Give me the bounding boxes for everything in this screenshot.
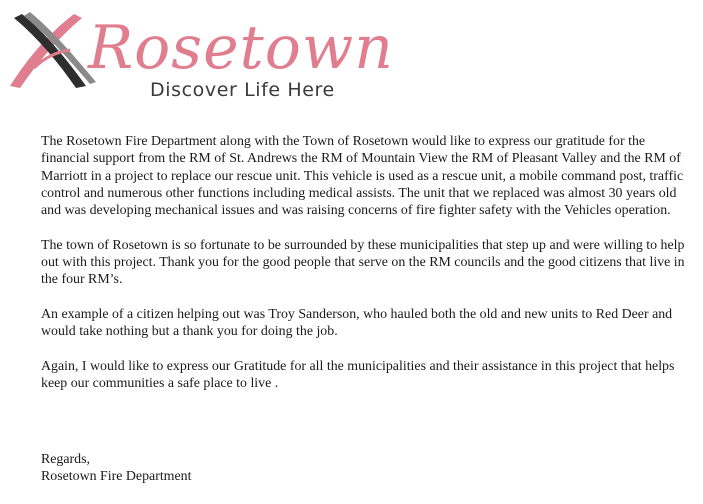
letter-paragraph: The town of Rosetown is so fortunate to be surrounded by these municipalities that step up and were willing to help out with this project. Thank you for the good people that serve on the RM councils and the good citizens that live in the four RM’s. [41,237,685,288]
letter-paragraph: Again, I would like to express our Gratitude for all the municipalities and their assistance in this project that helps keep our communities a safe place to live . [41,358,675,392]
signature-line: Rosetown Fire Department [41,469,192,485]
letterhead [0,0,394,115]
letter-paragraph: The Rosetown Fire Department along with the Town of Rosetown would like to express our gratitude for the financial support from the RM of St. Andrews the RM of Mountain View the RM of Pleasant Valley and the RM of Marriott in a project to replace our rescue unit. This vehicle is used as a rescue unit, a mobile command post, traffic control and numerous other functions including medical assists. The unit that we replaced was almost 30 years old and was developing mechanical issues and was raising concerns of fire fighter safety with the Vehicles operation. [41,134,684,219]
letter-closing [41,451,191,486]
logo-wordmark: Rosetown [88,13,394,83]
letter-paragraph: An example of a citizen helping out was Troy Sanderson, who hauled both the old and new units to Red Deer and would take nothing but a thank you for doing the job. [41,306,673,340]
closing-salutation: Regards, [41,452,90,467]
logo-tagline: Discover Life Here [150,79,335,101]
letter-body [41,133,686,410]
